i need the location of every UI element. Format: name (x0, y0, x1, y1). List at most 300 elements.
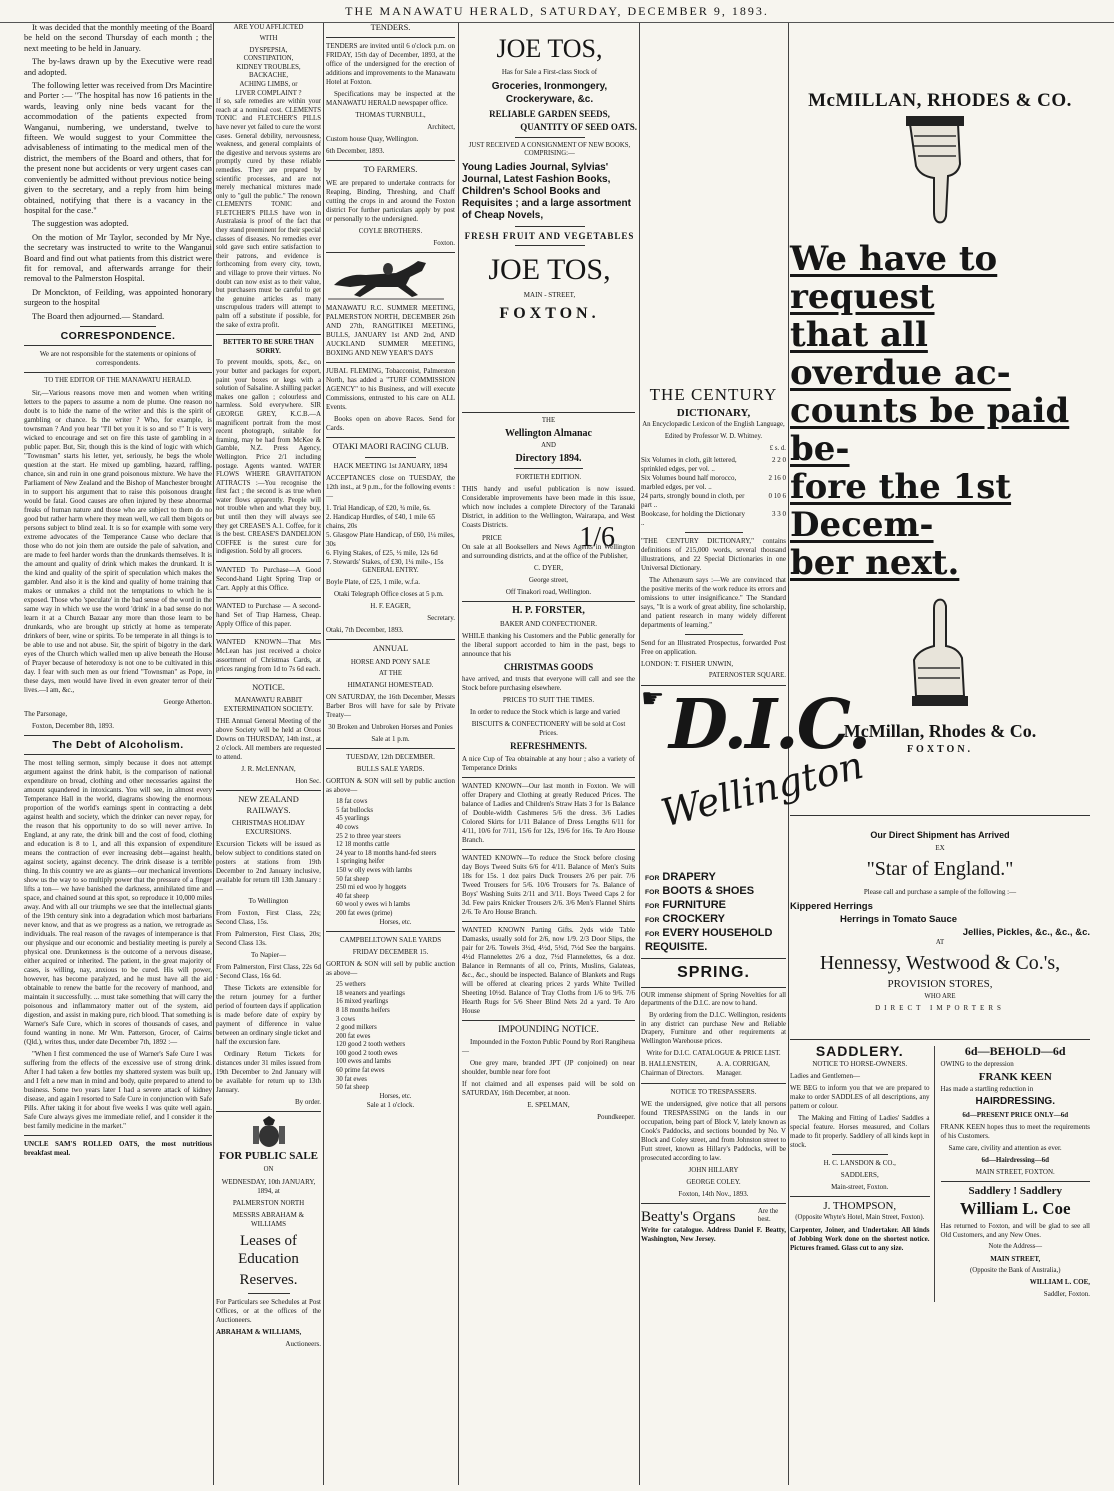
price-value: 2 2 0 (772, 456, 786, 465)
divider (24, 372, 212, 373)
divider (216, 597, 321, 598)
list-item: 12 18 months cattle (336, 841, 390, 849)
ad-signature: LONDON: T. FISHER UNWIN, (641, 660, 734, 669)
ad-signature: WILLIAM L. COE, (1029, 1278, 1090, 1287)
affliction-list (216, 47, 321, 99)
ad-body: JUST RECEIVED A CONSIGNMENT OF NEW BOOKS, COMPRISING:— (468, 141, 631, 158)
column-3 (326, 23, 455, 1113)
bottom-ads (790, 1043, 1090, 1302)
dic-name: D.I.C. (669, 684, 870, 765)
dic-for: FOR (645, 888, 660, 896)
ad-body: A nice Cup of Tea obtainable at any hour ; also a variety of Temperance Drinks (462, 754, 635, 772)
ad-heading: TENDERS. (370, 23, 411, 32)
ad-heading: TO FARMERS. (363, 165, 418, 175)
list-item: 60 prime fat ewes (336, 1067, 385, 1075)
ad-heading: ANNUAL (372, 644, 409, 654)
classified-ad: WANTED To Purchase—A Good Second-hand Light Spring Trap or Cart. Apply at this Office. (216, 566, 321, 593)
list-item: DYSPEPSIA, (249, 46, 288, 54)
dic-for: FOR (645, 874, 660, 882)
ad-heading: ARE YOU AFFLICTED (233, 23, 304, 31)
list-item: 6. Flying Stakes, of £25, ½ mile, 12s 6d (326, 548, 438, 557)
divider (641, 1203, 786, 1204)
divider (326, 931, 455, 932)
divider (216, 334, 321, 335)
divider (24, 345, 212, 346)
ad-line: FRESH FRUIT AND VEGETABLES (464, 231, 635, 241)
ad-subheading: An Encyclopædic Lexicon of the English Language, (642, 421, 785, 429)
list-item: 40 fat sheep (336, 892, 369, 900)
store-subheading: PROVISION STORES, (887, 978, 993, 991)
notice-heading: IMPOUNDING NOTICE. (498, 1024, 599, 1035)
list-item: 2. Handicap Hurdles, of £40, 1 mile 65 chains, 20s (326, 512, 436, 530)
divider (326, 748, 455, 749)
divider (365, 457, 417, 458)
divider (216, 561, 321, 562)
saddlery-ads (790, 1043, 935, 1302)
divider (326, 37, 455, 38)
stock-list (326, 798, 455, 927)
ad-line: WHO ARE (924, 992, 956, 1000)
ad-line: 6d—PRESENT PRICE ONLY—6d (962, 1110, 1069, 1119)
table-row (641, 492, 786, 510)
ad-body: Has returned to Foxton, and will be glad to see all Old Customers, and any New Ones. (940, 1222, 1090, 1240)
sale-on: ON (263, 1166, 274, 1174)
ad-heading: 6d—BEHOLD—6d (964, 1044, 1066, 1059)
ad-body: Please call and purchase a sample of the following :— (863, 887, 1017, 896)
ad-body: JUBAL FLEMING, Tobacconist, Palmerston North, has added a "TURF COMMISSION AGENCY" to his Business, and will execute Commissions, entrusted to his care on ALL Events. (326, 367, 455, 412)
article-paragraph: The by-laws drawn up by the Executive were read and adopted. (24, 57, 212, 77)
ad-signature: Off Tinakori road, Wellington. (505, 588, 592, 597)
dic-departments (641, 870, 786, 954)
spacer (641, 23, 786, 385)
request-line: counts be paid be- (790, 391, 1070, 469)
column-rule (323, 23, 324, 1485)
ad-body: In order to reduce the Stock which is large and varied (470, 708, 620, 717)
sale-footnote: For Particulars see Schedules at Post Offices, or at the offices of the Auctioneers. (216, 1297, 321, 1324)
ad-body: OUR immense shipment of Spring Novelties for all departments of the D.I.C. are now to hand. (641, 991, 786, 1008)
ad-address: (Opposite the Bank of Australia,) (970, 1266, 1061, 1274)
ad-heading: CAMPBELLTOWN SALE YARDS (339, 936, 442, 945)
list-item: 250 mi ed woo ly hoggets (336, 884, 407, 892)
letter-body: Sir,—Various reasons move men and women when writing letters to the papers to assume a nom de plume. One reason no doubt is to hide the name of the writer and this is the spirit of gambling or chance. Is the writer ? Who, for example, is townsman ? And you hear "I'll bet you it is so and so !" It is very wicked to encourage and set on fire this taste of gambling in a public paper. But, Sir, though this is the kind of logic with which "Townsman" starts his letter, yet, seriously, he begs the whole question at the start. He mixed up gambling, hazard, raffling, chance, sin and ruin in one grand poisonous mixture. We have the Parliament of New Zealand and the Bishop of Manchester brought in to support his argument that to raise this poisonous draught would be fatal. Good causes are often injured by these abnormal freaks of human nature and those who are subject to them do no good but rather harm where they mean well, we call them bigots or persons subject to blind zeal. It is so for example with some very extreme advocates of the Temperance Cause who declare that those who do not join them are outside the pale of salvation, and are made to feel harder words than the drunkards themselves. It is the amount and quality of drink which makes the drunkard. It is the kind and quality of the spirit of speculation which makes the gambler. And also it is the kind and quality of home training that makes or unmakes a child not the temptations to which he is exposed. Those who 'speculate' in the bad sense of the word in the same way in which we use the word 'drink' in a bad sense do not learn it at a Church Bazaar any more than those learn to be drunkards, who are brought up strictly at home as temperate drinkers of beer, wine or spirits. To be temperate in all things is to be able to use and not abuse. Sir, the spirit of bigotry in the dark eyes of the Church which walled men up alive beneath the House of Prayer because of heterodoxy is not one to be cultivated in this day. I fear with such men as our friend "Townsman" as Pope, in these days, men would have lived in even greater terror of their lives.—I am, &c., (24, 388, 212, 694)
ad-body: ON SATURDAY, the 16th December, Messrs Barber Bros will have for sale by Private Treaty— (326, 693, 455, 720)
notice-subheading: MANAWATU RABBIT EXTERMINATION SOCIETY. (223, 696, 314, 714)
ad-body: Books open on above Races. Send for Cards. (326, 415, 455, 433)
list-item: Horses, etc. (379, 1092, 412, 1100)
price-item: Six Volumes bound half morocco, marbled edges, per vol. .. (641, 474, 737, 492)
fare-line: From Foxton, First Class, 22s; Second Class, 15s. (216, 909, 321, 927)
ad-body: BISCUITS & CONFECTIONERY will be sold at Cost Prices. (471, 720, 626, 738)
ad-line: QUANTITY OF SEED OATS. (520, 122, 637, 133)
ad-town: FOXTON. (906, 744, 974, 755)
list-item: EVERY HOUSEHOLD REQUISITE. (645, 926, 773, 953)
sale-title: Reserves. (239, 1271, 298, 1288)
list-item: 5. Glasgow Plate Handicap, of £60, 1¼ miles, 30s (326, 530, 455, 548)
list-item: Horses, etc. (379, 918, 412, 926)
sale-date: WEDNESDAY, 10th JANUARY, 1894, at (221, 1177, 316, 1195)
ad-body: "THE CENTURY DICTIONARY," contains definitions of 215,000 words, several thousand illustrations, and 22 Special Dictionaries in one Universal Dictionary. (641, 537, 786, 573)
request-line: ber next. (790, 543, 960, 583)
list-item: 30 fat ewes (336, 1075, 367, 1083)
stock-list (326, 981, 455, 1101)
ad-subheading: NOTICE TO HORSE-OWNERS. (812, 1059, 908, 1068)
race-event-list (326, 504, 455, 567)
request-line: fore the 1st Decem- (790, 467, 1012, 545)
ad-heading: DICTIONARY, (676, 407, 751, 419)
ad-body: WHILE thanking his Customers and the Public generally for the liberal support accorded to him in the past, begs to announce that his (462, 631, 635, 658)
divider (514, 468, 583, 469)
column-rule (639, 23, 640, 1485)
list-item: 60 wool y ewes wi h lambs (336, 901, 411, 909)
classified-ad: WANTED KNOWN—That Mrs McLean has just received a choice assortment of Christmas Cards, at prices ranging from 1d to 7s 6d each. (216, 638, 321, 674)
divider (462, 849, 635, 850)
list-item: 1. Trial Handicap, of £20, ¾ mile, 6s. (326, 503, 431, 512)
ad-subheading: PRICES TO SUIT THE TIMES. (502, 696, 595, 705)
price-value: 2 16 0 (768, 474, 786, 483)
price-value: 1/6 (579, 522, 615, 553)
ad-body: These Tickets are extensible for the return journey for a further period of fourteen days if application is made before date of expiry by payment of difference in value between an ordinary single ticket and half the excursion fare. (216, 984, 321, 1047)
ad-body: Carpenter, Joiner, and Undertaker. All kinds of Jobbing Work done on the shortest notice. Pictures framed. Glass cut to any size. (790, 1225, 930, 1252)
article-paragraph: It was decided that the monthly meeting of the Board be held on the second Thursday of each month ; the next meeting to be held in January. (24, 23, 212, 53)
divider (790, 815, 1090, 816)
ad-subheading: FORTIETH EDITION. (515, 473, 582, 481)
list-item: Herrings in Tomato Sauce (840, 913, 958, 925)
ad-body: Write for D.I.C. CATALOGUE & PRICE LIST. (646, 1049, 781, 1058)
list-item: 3 cows (336, 1015, 356, 1023)
notice-signature: JOHN HILLARY (688, 1165, 739, 1174)
list-item: 50 fat sheep (336, 1084, 369, 1092)
ad-heading: J. THOMPSON, (823, 1199, 897, 1212)
ad-body: WE are prepared to undertake contracts for Reaping, Binding, Threshing, and Chaff cutting the crops in and around the Foxton district For further particulars apply by post or personally to the undersigned. (326, 178, 455, 223)
sale-place: PALMERSTON NORTH (232, 1198, 305, 1207)
article-paragraph: The suggestion was adopted. (32, 219, 129, 229)
dic-for: FOR (645, 902, 660, 910)
ad-line: RELIABLE GARDEN SEEDS, (489, 109, 610, 119)
ad-body: Has for Sale a First-class Stock of (501, 68, 598, 76)
ad-signatures (641, 1061, 786, 1078)
divider (326, 252, 455, 253)
list-item: 25 wethers (336, 981, 366, 989)
letter-place: The Parsonage, (24, 709, 68, 718)
letter-address: TO THE EDITOR OF THE MANAWATU HERALD. (44, 377, 192, 385)
list-item: 25 2 to three year steers (336, 832, 401, 840)
sale-title: Leases of Education (238, 1232, 299, 1267)
divider (216, 633, 321, 634)
column-rule (458, 23, 459, 1485)
ad-heading: McMILLAN, RHODES & CO. (808, 90, 1072, 111)
ad-heading: SPRING. (677, 963, 750, 981)
divider (24, 1135, 212, 1136)
notice-body: If not claimed and all expenses paid will be sold on SATURDAY, 16th December, at noon. (462, 1080, 635, 1098)
letter-date: Foxton, December 8th, 1893. (32, 721, 115, 730)
divider (216, 790, 321, 791)
ad-body: To prevent moulds, spots, &c., on your butter and packages for export, paint your boxes or kegs with a solution of Salsaline. A shilling packet makes one gallon ; colourless and harmless. Sold everywhere. SIR GEORGE GREY, K.C.B.—A magnificent portrait from the most recent photograph, suitable for framing, may be had from McKee & Gamble, N.Z. Press Agency, Wellington. Price 2/1 including postage. Agents wanted. WATER FLOWS WHERE GRAVITATION ATTRACTS :—You recognise the first fact ; the second is as true when water flows apparently. People will not trouble when and what they buy, but until then they will always see they get CREASE'S A.1. Coffee, for it is the best. CREASE'S DANDELION COFFEE is the surest cure for indigestion. Sold by all grocers. (216, 359, 321, 556)
list-item: 100 ewes and lambs (336, 1058, 391, 1066)
article-paragraph: Dr Monckton, of Feilding, was appointed honorary surgeon to the hospital (24, 287, 212, 308)
list-item: 24 year to 18 months hand-fed steers (336, 849, 437, 857)
store-name: Hennessy, Westwood & Co.'s, (819, 952, 1061, 975)
sale-date: FRIDAY DECEMBER 15. (352, 948, 429, 957)
sale-signature: ABRAHAM & WILLIAMS, (216, 1327, 302, 1336)
column-4 (462, 23, 637, 1122)
ad-body: Boyle Plate, of £25, 1 mile, w.f.a. (326, 578, 421, 587)
beatty-ad (641, 1208, 786, 1226)
header-title: THE MANAWATU HERALD, SATURDAY, DECEMBER 9, 1893. (345, 4, 769, 18)
ad-body: OWING to the depression (940, 1059, 1014, 1068)
ad-address: MAIN STREET, (990, 1254, 1041, 1263)
ad-heading: BETTER TO BE SURE THAN SORRY. (223, 339, 314, 355)
ad-signature: SADDLERS, (840, 1170, 879, 1179)
ad-body: Has made a startling reduction in (940, 1085, 1034, 1094)
ad-heading: SADDLERY. (815, 1043, 904, 1060)
price-label: PRICE (482, 533, 502, 542)
request-notice (790, 240, 1090, 582)
sale-time: Sale at 1 o'clock. (366, 1101, 415, 1110)
notice-signature-title: Hon Sec. (295, 777, 321, 786)
divider (80, 326, 155, 327)
ad-subheading: HACK MEETING 1st JANUARY, 1894 (333, 461, 448, 470)
price-item: 24 parts, strongly bound in cloth, per part .. (641, 492, 745, 510)
list-item: CROCKERY (662, 912, 725, 925)
classified-ad: WANTED to Purchase — A second-hand Set of Trap Harness, Cheap. Apply Office of this paper. (216, 602, 321, 629)
list-item: LIVER COMPLAINT ? (235, 89, 302, 97)
section-heading: The Debt of Alcoholism. (52, 738, 184, 751)
ad-signature: B. HALLENSTEIN, Chairman of Directors. (641, 1061, 704, 1077)
ad-body: Sale at 1 p.m. (371, 735, 410, 744)
notice-body: One grey mare, branded JPT (JP conjoined) on near shoulder, bumble near fore foot (462, 1059, 635, 1077)
ad-line: 6d—Hairdressing—6d (981, 1155, 1050, 1164)
pointing-hand-icon: ☛ (641, 683, 665, 713)
list-item: Jellies, Pickles, &c., &c., &c. (962, 926, 1090, 938)
ad-body: Write for catalogue. Address Daniel F. Beatty, Washington, New Jersey. (641, 1225, 786, 1243)
ad-date: 6th December, 1893. (326, 147, 385, 156)
notice-heading: NOTICE TO TRESPASSERS. (670, 1087, 757, 1096)
list-item: 8 18 months heifers (336, 1006, 390, 1014)
ad-address: MAIN STREET, FOXTON. (975, 1167, 1055, 1176)
divider (326, 362, 455, 363)
ad-subheading: AT THE (379, 669, 402, 677)
ad-body: TENDERS are invited until 6 o'clock p.m. on FRIDAY, 15th day of December, 1893, at the office of the undersigned for the erection of additions and improvements to the Manawatu Hotel at Foxton. (326, 42, 455, 87)
divider (515, 137, 585, 138)
notice-body: Impounded in the Foxton Public Pound by Rori Rangiheua— (462, 1038, 635, 1056)
racehorse-icon (326, 257, 446, 301)
ad-signature: C. DYER, (534, 564, 563, 573)
list-item: 120 good 2 tooth wethers (336, 1041, 406, 1049)
barber-ads (941, 1046, 1090, 1302)
ad-heading: CHRISTMAS GOODS (503, 661, 594, 672)
table-row (641, 474, 786, 492)
divider (685, 532, 743, 533)
route-heading: To Wellington (248, 897, 289, 906)
store-name: JOE TOS, (488, 253, 611, 287)
ad-subheading: HIMATANGI HOMESTEAD. (347, 681, 434, 690)
ad-body: GORTON & SON will sell by public auction as above— (326, 777, 455, 795)
ad-heading: OTAKI MAORI RACING CLUB. (332, 442, 449, 452)
list-item: BOOTS & SHOES (662, 884, 755, 897)
ad-body: MANAWATU R.C. SUMMER MEETING, PALMERSTON NORTH, DECEMBER 26th AND 27th, RANGITIKEI MEETING, BULLS, JANUARY 1st AND 2nd, AND AUCKLAND SUMMER MEETING, BOXING AND NEW YEAR'S DAYS (326, 304, 455, 358)
ad-subheading: BAKER AND CONFECTIONER. (499, 619, 598, 628)
list-item: 2 good milkers (336, 1024, 377, 1032)
price-value: 0 10 6 (768, 492, 786, 501)
ad-line: AND (541, 442, 556, 449)
ad-body: Same care, civility and attention as ever. (948, 1143, 1062, 1152)
ad-heading: William L. Coe (959, 1199, 1071, 1219)
list-item: BACKACHE, (248, 72, 289, 80)
request-line: We have to request (790, 239, 998, 317)
ad-address: Custom house Quay, Wellington. (326, 135, 419, 144)
ad-body: FRANK KEEN hopes thus to meet the requirements of his Customers. (940, 1122, 1090, 1140)
ad-heading: REFRESHMENTS. (510, 741, 587, 752)
sale-auctioneer: MESSRS ABRAHAM & WILLIAMS (232, 1210, 305, 1228)
ad-line: THE (541, 417, 556, 424)
ad-line: DIRECT IMPORTERS (875, 1004, 1005, 1013)
letter-signature: George Atherton. (163, 697, 212, 706)
divider (685, 634, 743, 635)
list-item: 50 fat sheep (336, 875, 369, 883)
store-town: FOXTON. (499, 305, 600, 323)
ad-subheading: HORSE AND PONY SALE (350, 657, 431, 666)
list-item: 200 fat ewes (336, 1032, 371, 1040)
article-paragraph: The Board then adjourned.— Standard. (32, 311, 165, 321)
classified-ad: WANTED KNOWN—Our last month in Foxton. We will offer Drapery and Clothing at greatly Reduced Prices. The balance of Ladies and Children's Straw Hats 3 for 1s Balance of Double-width Cashmeres 5/6 the dress. 3/6 Ladies Colored Skirts for 1/11 Balance of Dress Lengths 6/11 for 4/11, 10/6 for 7/11, 15/6 for 12s, 19/6 for 16s. Te Aro House Branch. (462, 781, 635, 844)
ad-line: Groceries, Ironmongery, Crockeryware, &c. (491, 81, 608, 105)
currency-header: £ s. d. (769, 444, 786, 452)
notice-body: WE the undersigned, give notice that all persons found TRESPASSING on the lands in our occupation, being part of Block V, lately known as Cook's Paddocks, and sections bounded by No. V Block and Coley street, and from Johnston street to Futt street, known as Hillary's Paddocks, will be prosecuted according to law. (641, 1099, 786, 1162)
almanac-ad (462, 408, 635, 1125)
ad-body: WE BEG to inform you that we are prepared to make to order SADDLES of all descriptions, any pattern or colour. (790, 1083, 930, 1110)
divider (641, 1083, 786, 1084)
ad-body: have arrived, and trusts that everyone will call and see the Stock before purchasing elsewhere. (462, 675, 635, 693)
ad-heading: BULLS SALE YARDS. (356, 765, 425, 774)
divider (248, 1293, 290, 1294)
divider (790, 1039, 1090, 1040)
classified-ad: WANTED KNOWN—To reduce the Stock before closing day Boys Tweed Suits 6/6 for 4/11. Balance of Men's Suits 18s for 15s. 1 doz pairs Duck Trousers 2/6 per pair. 7/6 Tweed Trousers for 5/6. 10/6 Trousers for 7s. Balance of Boys' Washing Suits 2/11 and 3/11. Boys Tweed Caps 2 for 3d. Few pairs Knicker Trousers 2/6. 3/6 Men's Flannel Shirts 2/6. Te Aro House Branch. (462, 853, 635, 916)
notice-heading: NOTICE. (252, 683, 285, 693)
ad-heading: FRANK KEEN (978, 1070, 1052, 1083)
ad-body: Young Ladies Journal, Sylvias' Journal, Latest Fashion Books, Children's School Books and Requisites ; and a large assortment of Cheap Novels, (462, 162, 631, 221)
ad-heading: H. P. FORSTER, (512, 605, 585, 617)
notice-signature: E. SPELMAN, (527, 1101, 570, 1110)
ad-body: If so, safe remedies are within your reach at a nominal cost. CLEMENTS TONIC and FLETCHER'S PILLS have never yet failed to cure the worst cases. General debility, nervousness, weakness, and general complaints of the digestive and nervous systems are promptly cured by these reliable remedies. They are prepared by scientific processes, and are not merely mechanical mixtures made only to "gull the public." The renown CLEMENTS TONIC and FLETCHER'S PILLS have won in Australasia is proof of the fact that they stand preeminent for their special classes of diseases. No remedies ever sold gave such entire satisfaction to their patrons, and evidence is forthcoming from every city, town, and village to prove their virtues. No doubt can now exist as to their value, but purchasers must be careful to get the genuine articles as many unscrupulous traders will attempt to palm off a substitute if possible, for the sake of extra profit. (216, 98, 321, 329)
testimonial-quote: "When I first commenced the use of Warner's Safe Cure I was suffering from the effects of the excessive use of strong drink. After I had taken a few bottles my shattered system was built up, and I felt a new man in mind and body, quite prepared to attend to business. Some two years later I had a severe attack of kidney disease, and again I resorted to Safe Cure in conjunction with Safe Pills. After taking it for about five weeks I was quite well again. Safe Cure always gives me immediate relief, and I consider it the best family medicine in the market." (24, 1050, 212, 1131)
ad-heading: NEW ZEALAND RAILWAYS. (238, 795, 299, 815)
column-1 (24, 23, 212, 1161)
list-item: FURNITURE (662, 898, 726, 911)
price-item: Six Volumes in cloth, gilt lettered, sprinkled edges, per vol. .. (641, 456, 737, 474)
divider (462, 777, 635, 778)
ad-body: 30 Broken and Unbroken Horses and Ponies (328, 723, 453, 732)
divider (462, 412, 635, 413)
list-item: 1 springing heifer (336, 858, 385, 866)
fare-line: From Palmerston, First Class, 22s 6d ; Second Class, 16s 6d. (216, 963, 321, 981)
ad-body: The Making and Fitting of Ladies' Saddles a special feature. Horses measured, and Collars made to fit properly. Saddlery of all kinds kept in stock. (790, 1113, 930, 1149)
dic-for: FOR (645, 930, 660, 938)
list-item: 18 fat cows (336, 798, 368, 806)
ad-signature: COYLE BROTHERS. (358, 226, 423, 235)
ad-date: Otaki, 7th December, 1893. (326, 626, 404, 635)
list-item: 18 weaners and yearlings (336, 989, 405, 997)
notice-signature-title: Poundkeeper. (597, 1113, 635, 1122)
ad-line: Note the Address— (988, 1243, 1043, 1251)
list-item: DRAPERY (662, 870, 716, 883)
price-value: 3 3 0 (772, 510, 786, 519)
list-item: 100 good 2 tooth ewes (336, 1049, 398, 1057)
sale-date: TUESDAY, 12th DECEMBER. (346, 753, 435, 762)
ad-body: By ordering from the D.I.C. Wellington, residents in any district can purchase New and Reliable Drapery, Furniture and other requirements at Wellington Warehouse prices. (641, 1011, 786, 1045)
ad-heading: McMillan, Rhodes & Co. (843, 721, 1037, 741)
ad-body: Ladies and Gentlemen— (790, 1071, 860, 1080)
divider (326, 639, 455, 640)
pointing-hand-down-icon (900, 116, 980, 226)
ad-signature: Saddler, Foxton. (1043, 1290, 1090, 1299)
divider (24, 735, 212, 736)
ad-signature: George street, (528, 576, 569, 585)
list-item: 16 mixed yearlings (336, 998, 389, 1006)
divider (832, 1154, 888, 1155)
list-item: 7. Stewards' Stakes, of £30, 1¼ mile-, 15s (326, 557, 444, 566)
section-heading: CORRESPONDENCE. (60, 329, 176, 342)
dic-city: Wellington (656, 742, 868, 836)
ad-body: Ordinary Return Tickets for distances under 31 miles issued from 19th December to 2nd January will be available for return up to 13th January. (216, 1050, 321, 1095)
article-paragraph: The following letter was received from Drs Macintire and Porter :— "The hospital has now 16 patients in the wards, leaving only nine beds vacant for the accommodation of the patients expected from Wanganui, numbering, we understand, twelve to fifteen. We would suggest to your Committee the advisableness of intimating to the medical men of the district, the members of the Board and others, that for the present none but accidents or very urgent cases can conveniently be admitted without previous notice being given to the secretary, and a reply from him being obtained, notifying that there is a vacancy in the hospital for the case." (24, 81, 212, 215)
ad-subheading: Are the best. (758, 1207, 779, 1224)
ad-body: Send for an Illustrated Prospectus, forwarded Post Free on application. (641, 639, 786, 657)
divider (216, 1111, 321, 1112)
ad-body: ACCEPTANCES close on TUESDAY, the 12th inst., at 9 p.m., for the following events :— (326, 473, 455, 500)
ad-signature: PATERNOSTER SQUARE. (708, 672, 786, 680)
list-item: 150 w olly ewes with lambs (336, 866, 413, 874)
ad-body: Specifications may be inspected at the MANAWATU HERALD newspaper office. (326, 90, 455, 108)
disclaimer: We are not responsible for the statements or opinions of correspondents. (39, 350, 197, 368)
ad-body: The Athenæum says :—We are convinced that the positive merits of the work reduce its errors and omissions to utter insignificance." The Standard says, "It is a work of great ability, fine scholarship, and patient research in many widely different departments of learning." (641, 576, 786, 630)
store-street: MAIN - STREET, (523, 291, 576, 300)
article-paragraph: On the motion of Mr Taylor, seconded by Mr Nye, the secretary was instructed to write to the Wanganui Board and find out what patients from this district were fit for removal, and afterwards arrange for their removal to the Palmerston Hospital. (24, 232, 212, 284)
divider (641, 987, 786, 988)
ad-subheading: EX (935, 843, 945, 852)
list-item: KIDNEY TROUBLES, (236, 63, 301, 71)
footer-ad: UNCLE SAM'S ROLLED OATS, the most nutritious breakfast meal. (24, 1140, 212, 1158)
table-row (641, 456, 786, 474)
divider (515, 226, 585, 227)
ad-body: Otaki Telegraph Office closes at 5 p.m. (334, 590, 444, 599)
ad-line: AT (935, 938, 945, 946)
ad-body: THIS handy and useful publication is now issued. Considerable improvements have been made in this issue, which now includes a complete Directory of the Taranaki District, in addition to the Wellington, Wairarapa, and West Coasts Districts. (462, 485, 635, 529)
notice-signature: J. R. McLENNAN, (241, 765, 296, 774)
list-item: CONSTIPATION, (243, 55, 294, 63)
list-item: ACHING LIMBS, or (239, 80, 298, 88)
ad-heading: Our Direct Shipment has Arrived (870, 830, 1010, 841)
divider (941, 1181, 1090, 1182)
divider (462, 1020, 635, 1021)
divider (790, 1196, 930, 1197)
divider (326, 437, 455, 438)
list-item: 5 fat bullocks (336, 806, 373, 814)
article-paragraph: The most telling sermon, simply because it does not attempt argument against the drink habit, is the comparison of national expenditure on bread, clothing and other necessaries against the amount squandered in intoxicants. You will see, in almost every Temperance Hall in the world, diagrams showing the enormous proportion of the world's earnings spent in contracting a debt against health and society, which the drinker can never repay, for the reason that his opportunity to do so will never arrive. In England, at any rate, the drink bill and the cost of food, clothing and education is 8 to 1, and all this expansion of expenditure means the contraction of ever increasing debt—against health, against society, against decency. The drink disease is a terrible thing. In this country we are as giants—our mechanical inventions show us the way to so multiply power that the pressure of a finger lifts a ton— we have banished the darkness, annihilated time and space, and chained sound at this spot, so reproduce it 10,000 miles away. And with all our triumphs we see that the intellectual giants of the 19th century sink into a degradation which most barbarians never know, and that as we progress as a nation, we retrograde as individuals. The real reason of the ravages of intemperance is that our physique and our economic and bestiality meeting is purely a physical one. Drunkenness is the outcome of a nervous disease, either acquired or inherited. The patient, in the great majority of cases, is willing, nay, anxious to be cured. His will power, however, has become paralyzed, and he must have all the aid obtainable to renew the battle for the recovery of manhood, and maintain it successfully. ... must take something that will carry the poisonous and inflammatory matter out of the system, aid digestion, and assist in making pure, rich blood. That something is Warner's Safe Cure, which in scores of thousands of cases, and found wanting in none. Mr Wm. Patterson, Grocer, of Cairns (Qld.), writes thus, under date December 7th, 1892 :— (24, 759, 212, 1047)
column-rule (213, 23, 214, 1485)
ad-subheading: CHRISTMAS HOLIDAY EXCURSIONS. (231, 819, 306, 837)
ship-name: "Star of England." (866, 857, 1014, 880)
price-table (641, 456, 786, 528)
list-item: 45 yearlings (336, 815, 370, 823)
ad-heading: Directory 1894. (515, 452, 582, 464)
list-item: Kippered Herrings (790, 900, 873, 912)
divider (515, 245, 585, 246)
product-list (790, 900, 1090, 939)
ad-heading: Wellington Almanac (505, 427, 592, 439)
ad-signature-title: Foxton. (433, 238, 455, 247)
ad-heading: THE CENTURY (649, 385, 778, 404)
price-item: Bookcase, for holding the Dictionary .. (641, 510, 746, 528)
